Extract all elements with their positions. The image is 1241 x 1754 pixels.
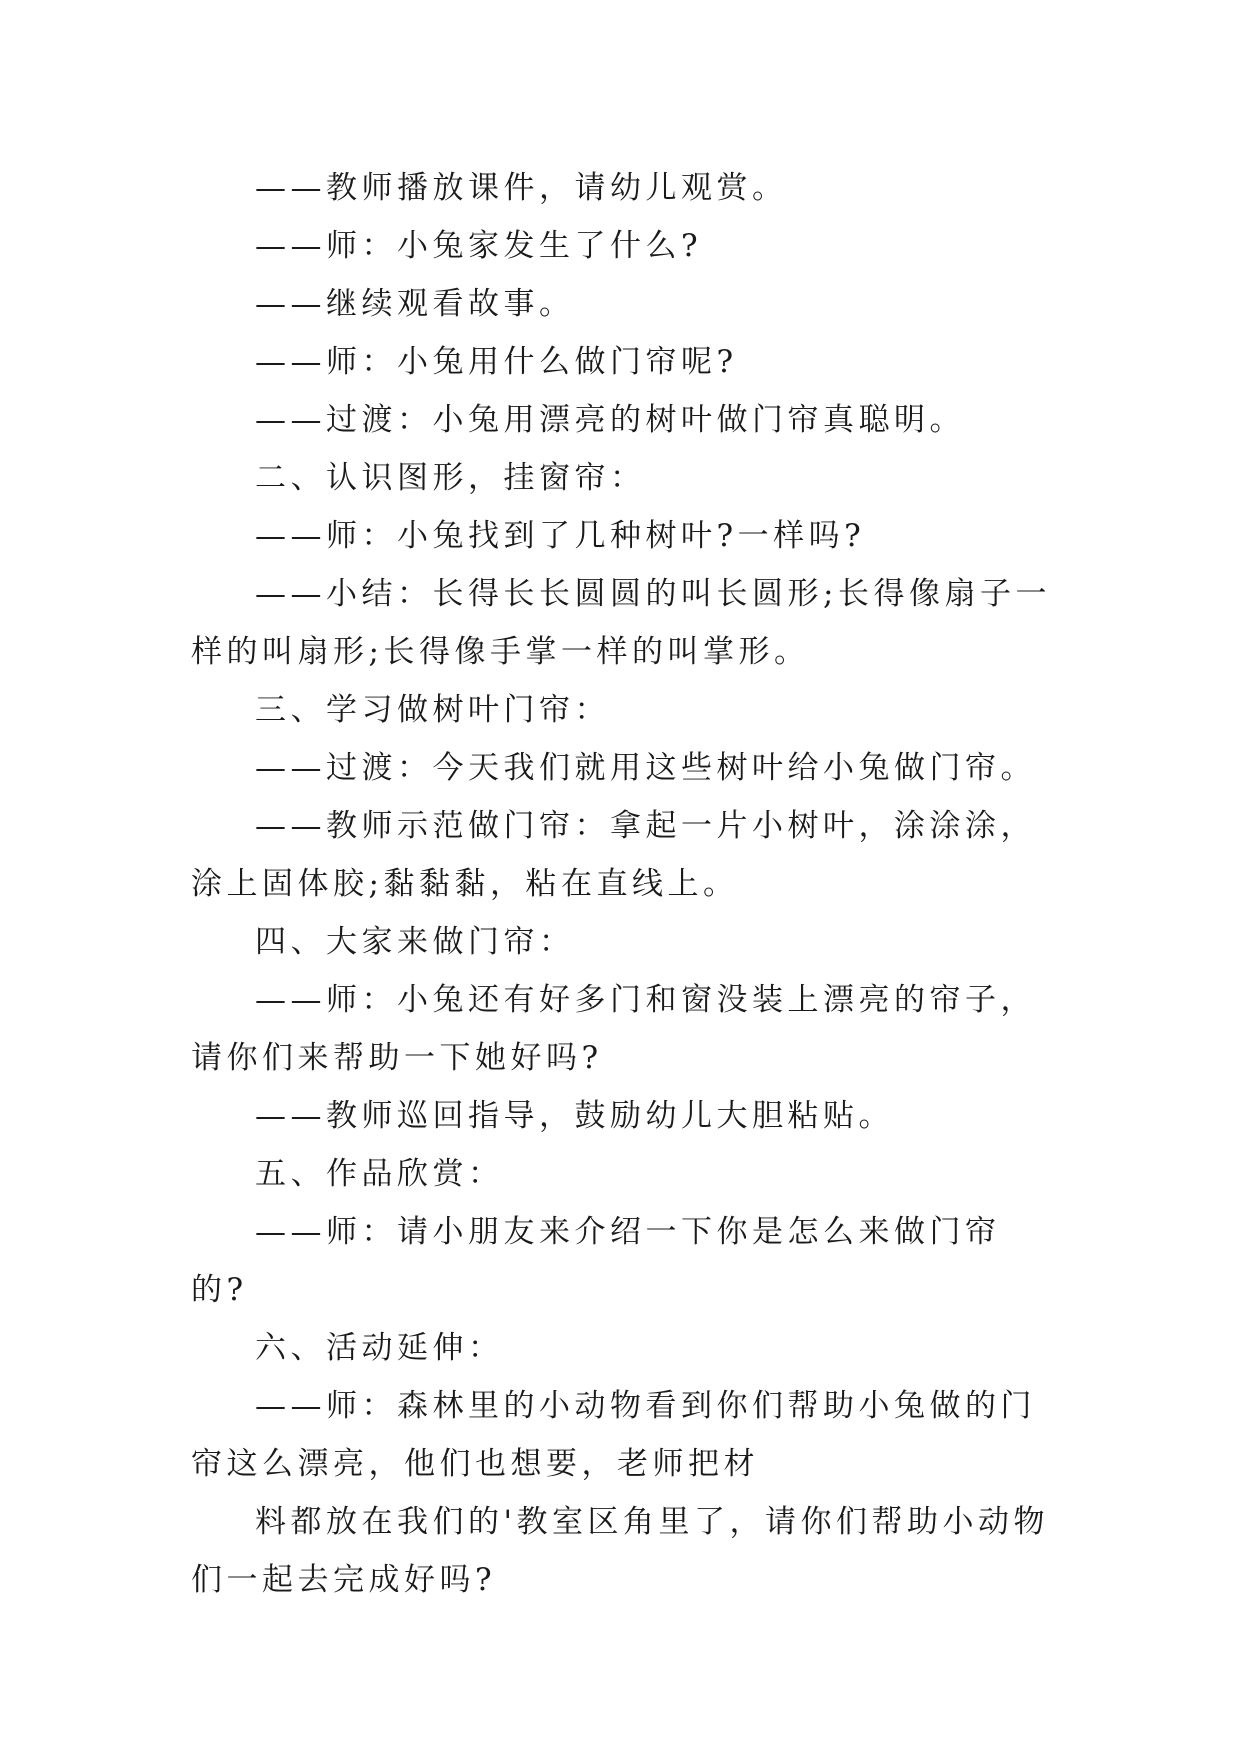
paragraph-question-what-happened: ——师：小兔家发生了什么? [255,228,703,264]
section-heading-extension: 六、活动延伸： [255,1330,504,1366]
paragraph-ask-for-help: ——师：小兔还有好多门和窗没装上漂亮的帘子，请你们来帮助一下她好吗? [191,982,1036,1076]
paragraph-question-curtain-material: ——师：小兔用什么做门帘呢? [255,344,738,380]
paragraph-children-introduce: ——师：请小朋友来介绍一下你是怎么来做门帘的? [191,1214,1001,1308]
section-heading-learn-curtain: 三、学习做树叶门帘： [255,692,610,728]
section-heading-appreciation: 五、作品欣赏： [255,1156,504,1192]
paragraph-classroom-corner: 料都放在我们的'教室区角里了，请你们帮助小动物们一起去完成好吗? [191,1504,1050,1598]
paragraph-teacher-guidance: ——教师巡回指导，鼓励幼儿大胆粘贴。 [255,1098,894,1134]
paragraph-transition-make-curtain: ——过渡：今天我们就用这些树叶给小兔做门帘。 [255,750,1036,786]
paragraph-intro-courseware: ——教师播放课件，请幼儿观赏。 [255,170,788,206]
paragraph-continue-story: ——继续观看故事。 [255,286,575,322]
document-body [191,159,1051,1609]
paragraph-question-leaf-types: ——师：小兔找到了几种树叶?一样吗? [255,518,866,554]
section-heading-everyone-makes: 四、大家来做门帘： [255,924,575,960]
paragraph-summary-shapes: ——小结：长得长长圆圆的叫长圆形;长得像扇子一样的叫扇形;长得像手掌一样的叫掌形。 [191,576,1051,670]
section-heading-shapes: 二、认识图形，挂窗帘： [255,460,646,496]
paragraph-forest-animals: ——师：森林里的小动物看到你们帮助小兔做的门帘这么漂亮，他们也想要，老师把材 [191,1388,1036,1482]
paragraph-transition-leaves: ——过渡：小兔用漂亮的树叶做门帘真聪明。 [255,402,965,438]
paragraph-teacher-demo: ——教师示范做门帘：拿起一片小树叶，涂涂涂，涂上固体胶;黏黏黏，粘在直线上。 [191,808,1036,902]
